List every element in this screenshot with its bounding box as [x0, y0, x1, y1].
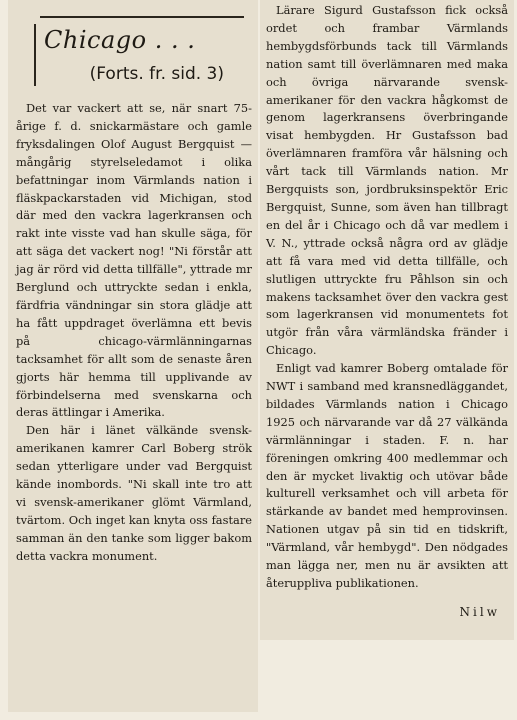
article-right-column — [260, 0, 514, 640]
article-heading — [34, 24, 252, 86]
author-signature: Nilw — [459, 604, 500, 619]
article-body-left — [16, 100, 252, 566]
paragraph: Det var vackert att se, när snart 75-årige f. d. snickarmästare och gamle fryksdalingen Olof August Bergquist — mångårig styrelseledamot i olika befattningar inom Värmlands nation i fläskpackarstaden vid Michigan, stod där med den vackra lagerkransen och rakt inte visste vad han skulle säga, för att säga det vackert nog! "Ni förstår att jag är rörd vid detta tillfälle", yttrade mr Berglund och uttryckte sedan i enkla, färdfria vändningar sin stora glädje att ha fått uppdraget överlämna ett bevis på chicago-värmlänningarnas tacksamhet för allt som de senaste åren gjorts här hemma till upplivande av förbindelserna med svenskarna och deras ättlingar i Amerika. — [16, 101, 252, 420]
paragraph: Den här i länet välkände svensk-amerikanen kamrer Carl Boberg strök sedan ytterligare under vad Bergquist kände inombords. "Ni skall inte tro att vi svensk-amerikaner glömt Värmland, tvärtom. Och inget kan knyta oss fastare samman än den tanke som ligger bakom detta vackra monument. — [16, 423, 252, 563]
article-title: Chicago . . . — [44, 26, 196, 54]
paragraph: Enligt vad kamrer Boberg omtalade för NWT i samband med kransnedläggandet, bildades Värmlands nation i Chicago 1925 och närvarande var då 27 välkända värmlänningar i staden. F. n. har föreningen omkring 400 medlemmar och den är mycket livaktig och utövar både kulturell verksamhet och vill arbeta för stärkande av bandet med hemprovinsen. Nationen utgav på sin tid en tidskrift, "Värmland, vår hembygd". Den nödgades man lägga ner, men nu är avsikten att återuppliva publikationen. — [266, 361, 508, 590]
heading-rule — [40, 16, 244, 18]
continuation-note: (Forts. fr. sid. 3) — [89, 64, 224, 84]
article-left-column — [8, 0, 258, 712]
article-body-right — [266, 2, 508, 593]
paragraph: Lärare Sigurd Gustafsson fick också ordet och frambar Värmlands hembygdsförbunds tack till Värmlands nation samt till överlämnaren med maka och övriga närvarande svensk-amerikaner för den vackra hågkomst de genom lagerkransens överbringande visat hembygden. Hr Gustafsson bad överlämnaren framföra vår hälsning och vårt tack till Värmlands nation. Mr Bergquists son, jordbruksinspektör Eric Bergquist, Sunne, som även han tillbragt en del år i Chicago och då var medlem i V. N., yttrade också några ord av glädje att få vara med vid detta tillfälle, och slutligen uttryckte fru Påhlson sin och makens tacksamhet över den vackra gest som lagerkransen vid monumentets fot utgör från våra värmländska fränder i Chicago. — [266, 3, 508, 358]
